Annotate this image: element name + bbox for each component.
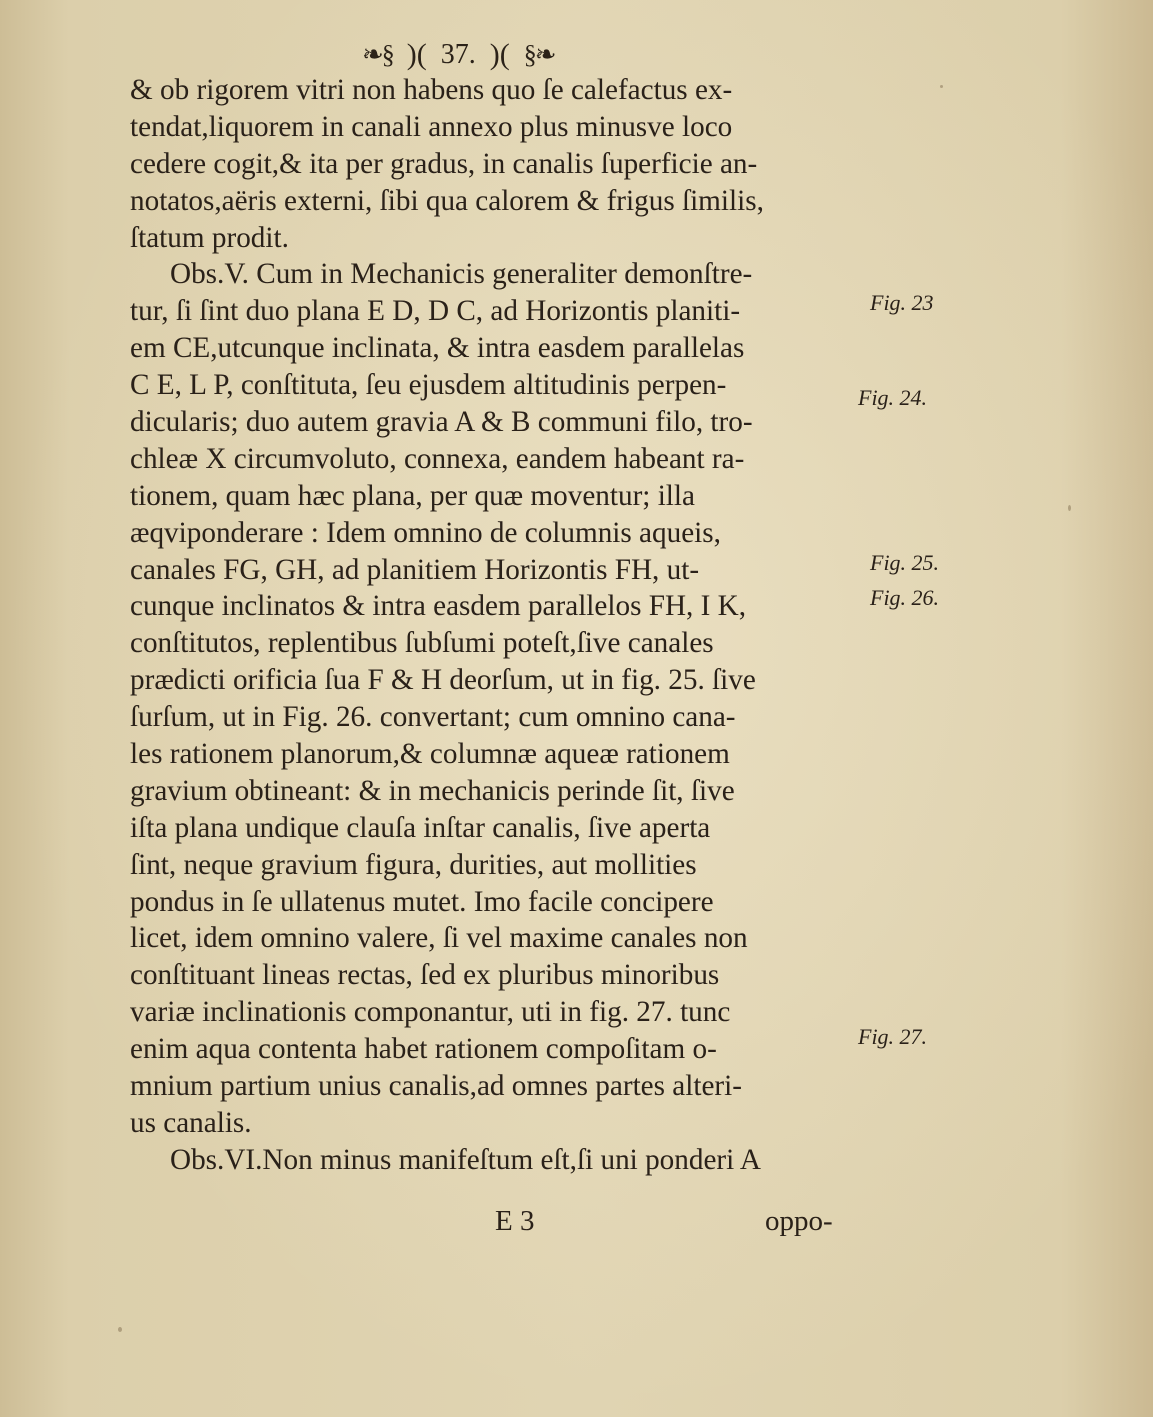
margin-note-fig24: Fig. 24. — [858, 385, 928, 410]
text-line: variæ inclinationis componantur, uti in fig. 27. tunc — [130, 996, 731, 1029]
text-line: conſtituant lineas rectas, ſed ex pluribus minoribus — [130, 959, 720, 992]
text-line: tur, ſi ſint duo plana E D, D C, ad Horizontis planiti- — [130, 295, 741, 328]
page-number: 37. — [440, 39, 476, 70]
ornament-right-icon: §❧ — [523, 40, 555, 69]
text-line: prædicti orificia ſua F & H deorſum, ut in fig. 25. ſive — [130, 664, 756, 697]
text-line: pondus in ſe ullatenus mutet. Imo facile concipere — [130, 885, 714, 918]
margin-note-fig26: Fig. 26. — [870, 585, 940, 610]
text-line: notatos,aëris externi, ſibi qua calorem & frigus ſimilis, — [130, 184, 764, 217]
paper-speck — [118, 1327, 122, 1332]
margin-note-fig27: Fig. 27. — [858, 1024, 928, 1049]
text-line: iſta plana undique clauſa inſtar canalis, ſive aperta — [130, 811, 711, 844]
text-line: æqviponderare : Idem omnino de columnis aqueis, — [130, 516, 721, 549]
text-line: em CE,utcunque inclinata, & intra easdem parallelas — [130, 332, 745, 365]
catchword: oppo- — [765, 1205, 833, 1237]
text-line: cedere cogit,& ita per gradus, in canalis ſuperficie an- — [130, 147, 758, 180]
text-line: chleæ X circumvoluto, connexa, eandem habeant ra- — [130, 442, 745, 475]
text-line: Obs.V. Cum in Mechanicis generaliter demonſtre- — [170, 258, 753, 291]
text-line: enim aqua contenta habet rationem compoſitam o- — [130, 1033, 717, 1066]
text-line: canales FG, GH, ad planitiem Horizontis FH, ut- — [130, 553, 700, 586]
text-line: ſtatum prodit. — [130, 221, 289, 254]
text-line: us canalis. — [130, 1106, 252, 1139]
margin-note-fig23: Fig. 23 — [870, 290, 934, 315]
signature-mark: E 3 — [495, 1205, 535, 1237]
text-line: tionem, quam hæc plana, per quæ moventur; illa — [130, 479, 695, 512]
header-paren-right: )( — [489, 38, 510, 71]
text-line: gravium obtineant: & in mechanicis perinde ſit, ſive — [130, 774, 735, 807]
margin-note-fig25: Fig. 25. — [870, 550, 940, 575]
text-line: ſurſum, ut in Fig. 26. convertant; cum omnino cana- — [130, 701, 736, 734]
text-line: & ob rigorem vitri non habens quo ſe calefactus ex- — [130, 74, 733, 106]
text-line: dicularis; duo autem gravia A & B communi filo, tro- — [130, 406, 753, 439]
text-line: conſtitutos, replentibus ſubſumi poteſt,ſive canales — [130, 627, 714, 660]
text-line: les rationem planorum,& columnæ aqueæ rationem — [130, 738, 730, 771]
text-line: licet, idem omnino valere, ſi vel maxime canales non — [130, 922, 748, 955]
text-line: ſint, neque gravium figura, durities, aut mollities — [130, 848, 697, 881]
header-paren-left: )( — [406, 38, 427, 71]
text-line: Obs.VI.Non minus manifeſtum eſt,ſi uni ponderi A — [170, 1143, 761, 1176]
paper-speck — [940, 85, 943, 88]
text-line: mnium partium unius canalis,ad omnes partes alteri- — [130, 1070, 742, 1103]
body-text — [130, 72, 852, 1179]
ornament-left-icon: ❧§ — [362, 40, 393, 69]
text-line: cunque inclinatos & intra easdem parallelos FH, I K, — [130, 590, 747, 623]
text-line: C E, L P, conſtituta, ſeu ejusdem altitudinis perpen- — [130, 369, 727, 402]
paper-speck — [1068, 505, 1071, 511]
text-line: tendat,liquorem in canali annexo plus minusve loco — [130, 110, 733, 143]
